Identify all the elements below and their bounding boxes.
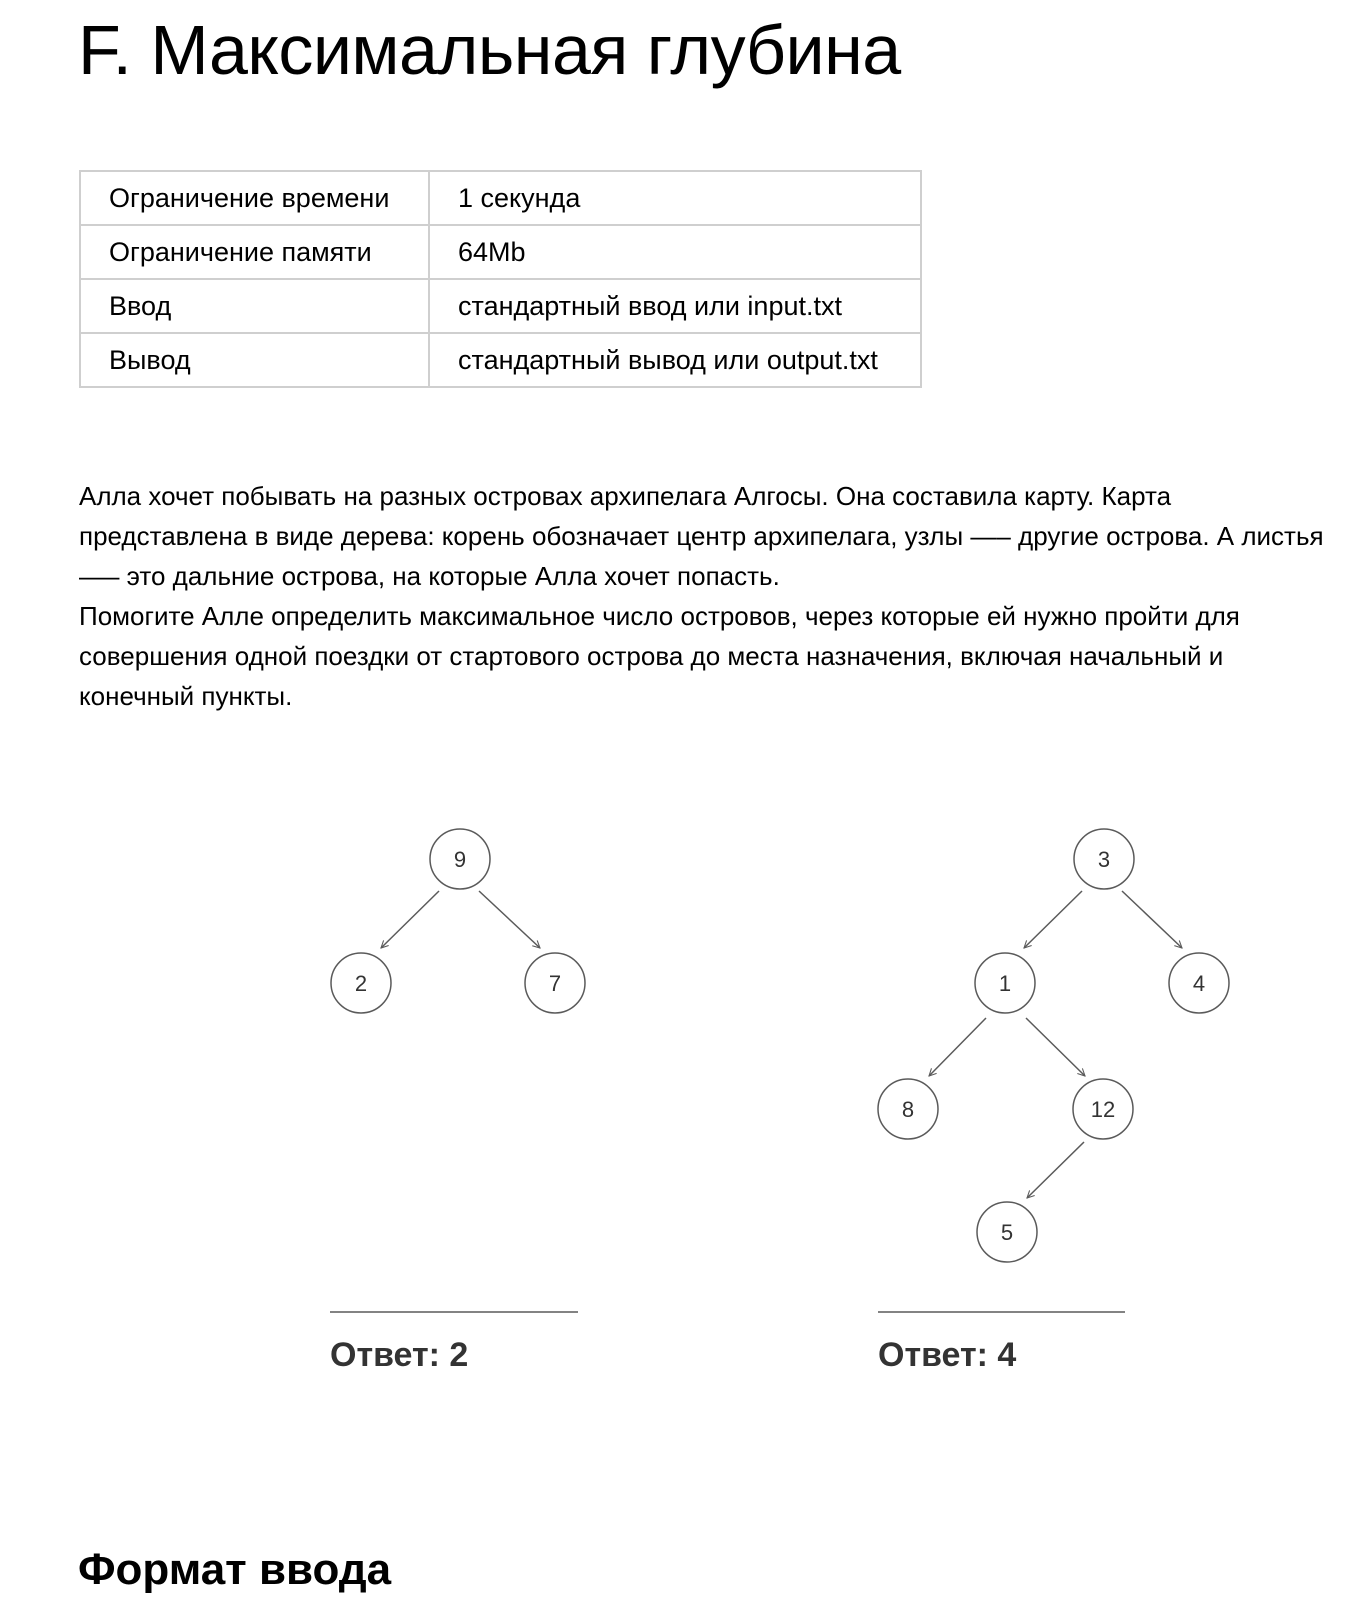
input-value: стандартный ввод или input.txt (429, 279, 921, 333)
output-label: Вывод (80, 333, 429, 387)
tree-node (525, 953, 585, 1013)
node-label: 2 (354, 971, 368, 996)
time-limit-label: Ограничение времени (80, 171, 429, 225)
memory-limit-label: Ограничение памяти (80, 225, 429, 279)
node-label: 5 (1000, 1220, 1014, 1245)
example-tree-1 (330, 829, 585, 1374)
node-label: 7 (548, 971, 562, 996)
edge-9-2 (381, 891, 439, 948)
memory-limit-value: 64Mb (429, 225, 921, 279)
tree-node (1073, 1079, 1133, 1139)
tree-node (878, 1079, 938, 1139)
edge-3-4 (1122, 891, 1182, 948)
example-tree-2 (878, 829, 1229, 1374)
tree-node (430, 829, 490, 889)
statement-paragraph-1: Алла хочет побывать на разных островах архипелага Алгосы. Она составила карту. Карта представлена в виде дерева: корень обозначает центр архипелага, узлы —– другие острова. А листья —– это дальние острова, на которые Алла хочет попасть. (79, 481, 1324, 591)
page-title: F. Максимальная глубина (78, 11, 901, 89)
node-label: 4 (1192, 971, 1206, 996)
node-label: 1 (998, 971, 1012, 996)
node-label: 12 (1090, 1097, 1116, 1122)
edge-12-5 (1027, 1142, 1084, 1198)
edge-1-8 (929, 1018, 986, 1076)
tree-node (1074, 829, 1134, 889)
edge-9-7 (479, 891, 540, 948)
node-label: 3 (1097, 847, 1111, 872)
time-limit-value: 1 секунда (429, 171, 921, 225)
tree-node (331, 953, 391, 1013)
node-label: 9 (453, 847, 467, 872)
edge-3-1 (1024, 891, 1082, 948)
statement-paragraph-2: Помогите Алле определить максимальное число островов, через которые ей нужно пройти для совершения одной поездки от стартового острова до места назначения, включая начальный и конечный пункты. (79, 601, 1240, 711)
answer-label: Ответ: 4 (878, 1336, 1017, 1374)
input-format-heading: Формат ввода (78, 1545, 392, 1594)
tree-node (977, 1202, 1037, 1262)
output-value: стандартный вывод или output.txt (429, 333, 921, 387)
tree-node (975, 953, 1035, 1013)
edge-1-12 (1026, 1018, 1085, 1076)
answer-label: Ответ: 2 (330, 1336, 469, 1374)
input-label: Ввод (80, 279, 429, 333)
node-label: 8 (901, 1097, 915, 1122)
tree-node (1169, 953, 1229, 1013)
